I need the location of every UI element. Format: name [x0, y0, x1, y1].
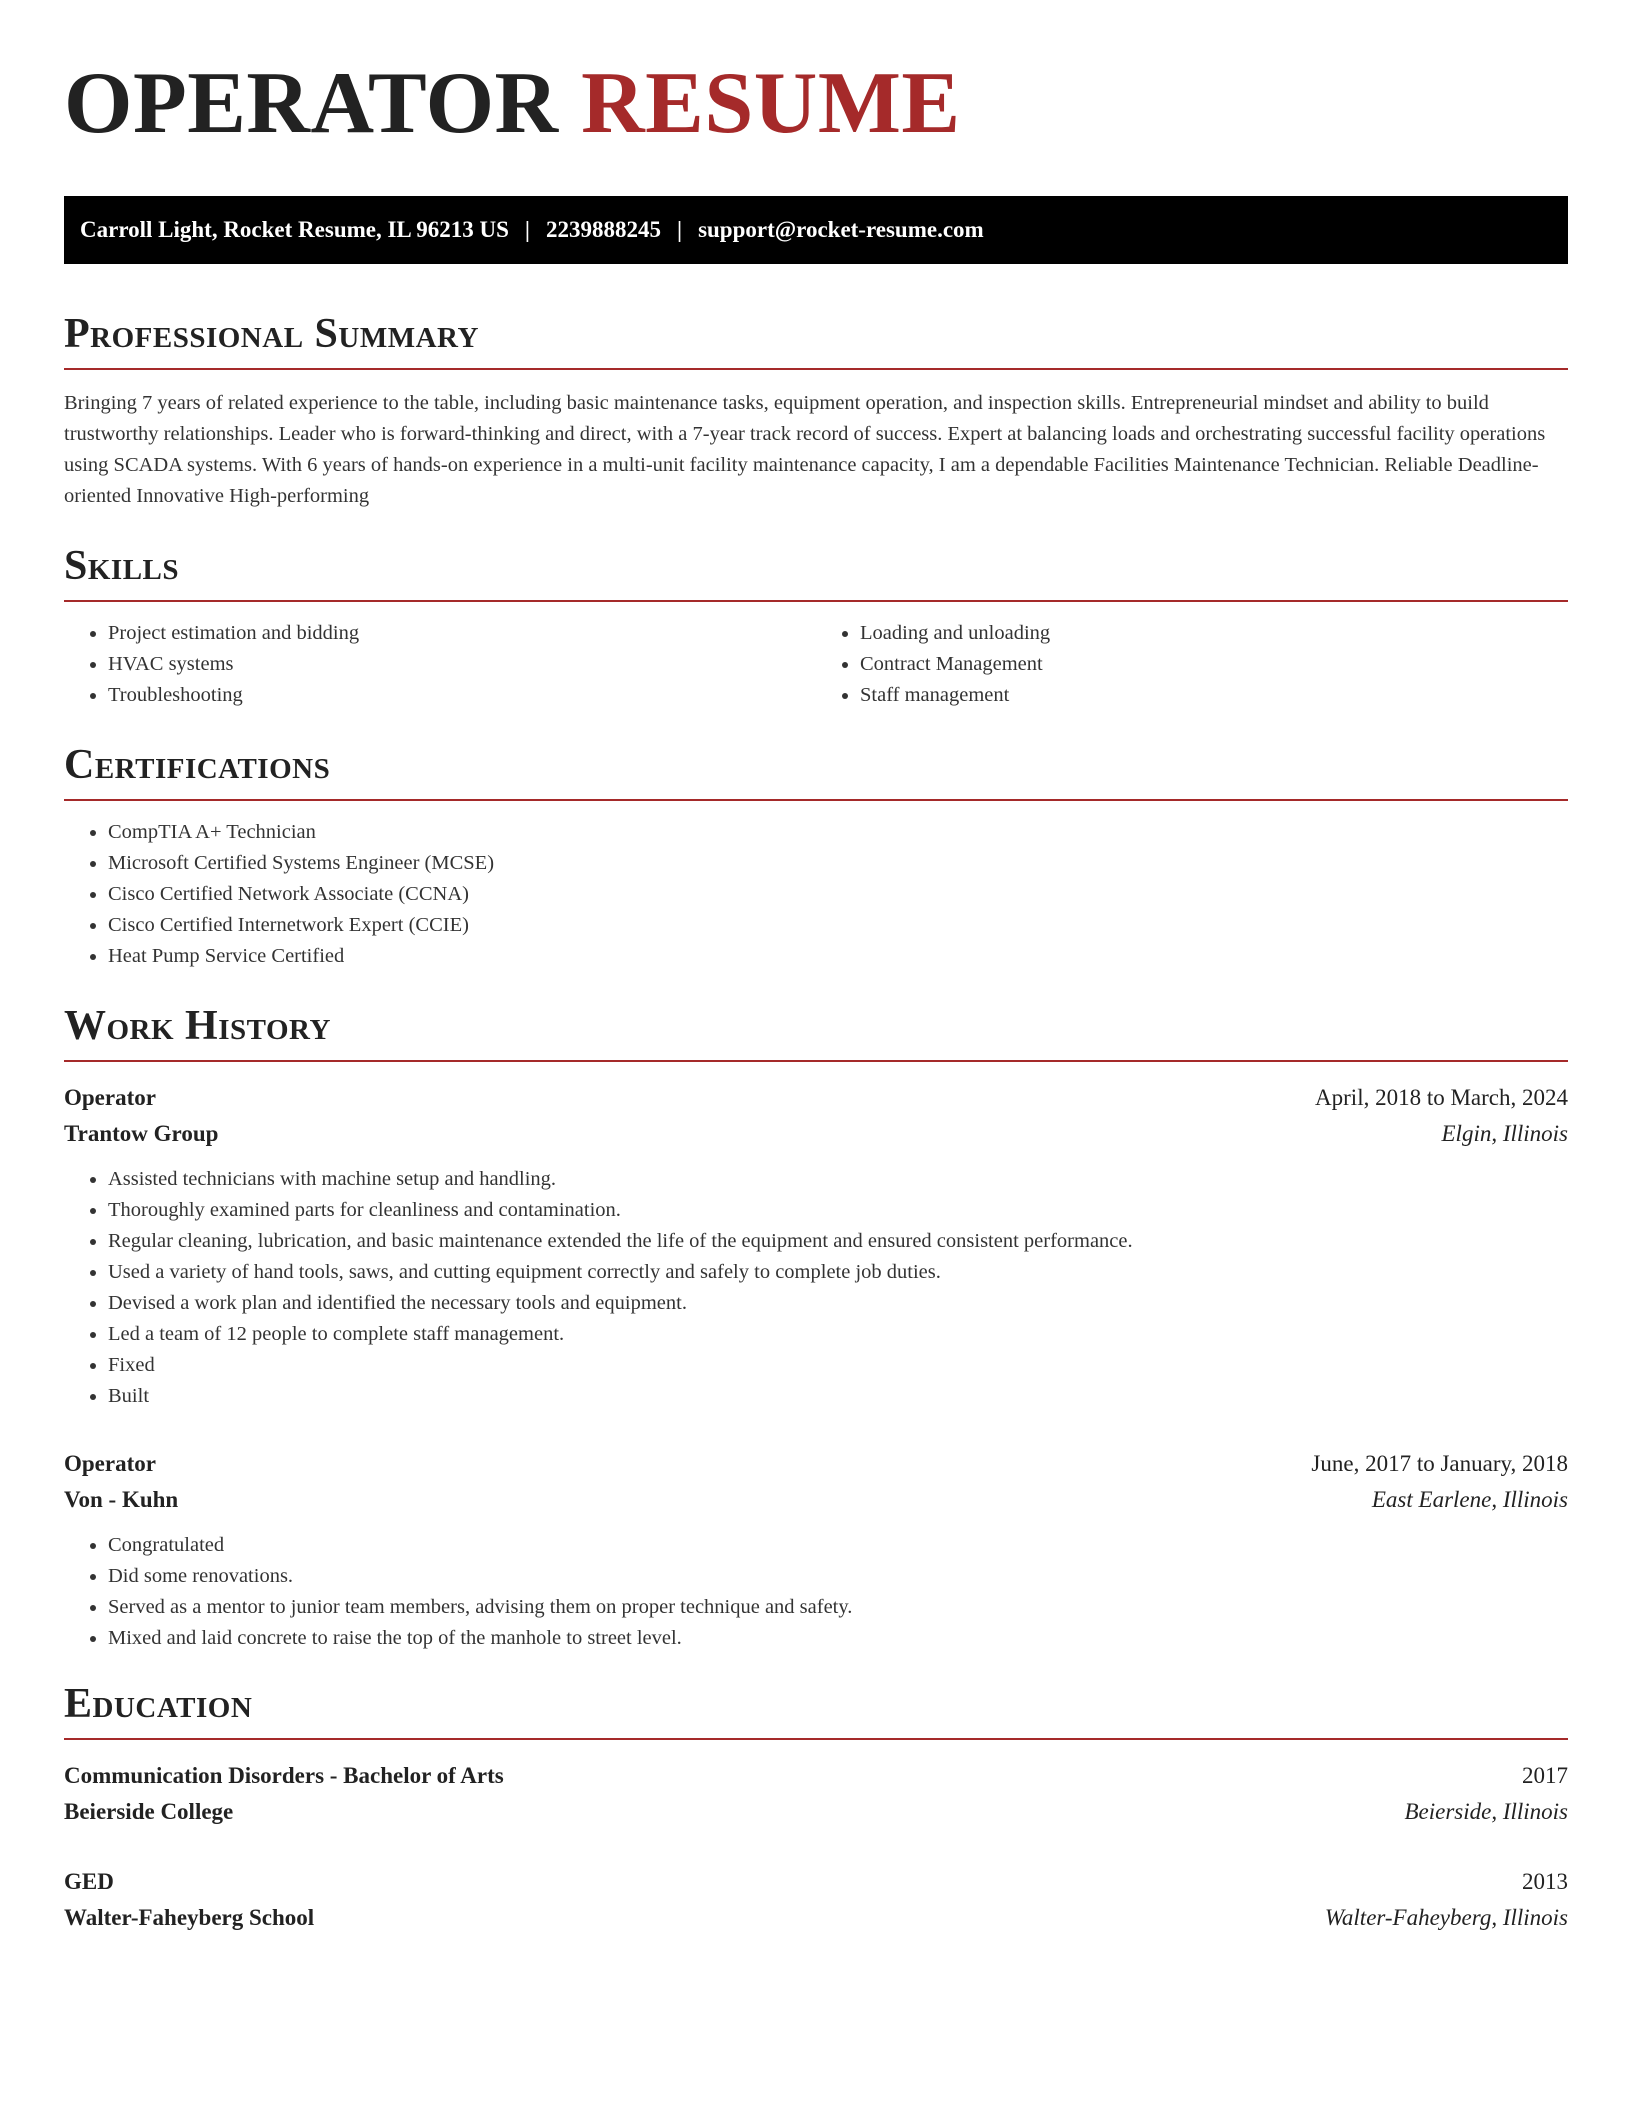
section-heading: Professional Summary: [64, 310, 1568, 370]
skill-item: • Loading and unloading: [860, 618, 1568, 649]
certification-item: • Heat Pump Service Certified: [108, 941, 1568, 972]
professional-summary-section: [64, 310, 1568, 512]
certifications-section: [64, 741, 1568, 972]
skills-list-right: [816, 618, 1568, 711]
skill-item: • HVAC systems: [108, 649, 816, 680]
job-header-row: [64, 1080, 1568, 1116]
education-year: 2013: [1522, 1869, 1568, 1894]
education-school: Walter-Faheyberg School: [64, 1905, 315, 1930]
job-duty: • Thoroughly examined parts for cleanliness and contamination.: [108, 1195, 1568, 1226]
education-degree: Communication Disorders - Bachelor of Arts: [64, 1763, 504, 1788]
job-dates: June, 2017 to January, 2018: [1311, 1451, 1568, 1476]
job-duty: • Regular cleaning, lubrication, and basic maintenance extended the life of the equipment and ensured consistent performance.: [108, 1226, 1568, 1257]
job-duty: • Built: [108, 1381, 1568, 1412]
job-location: Elgin, Illinois: [1441, 1121, 1568, 1146]
job-duty: • Used a variety of hand tools, saws, and cutting equipment correctly and safely to complete job duties.: [108, 1257, 1568, 1288]
job-company: Trantow Group: [64, 1121, 219, 1146]
work-history-section: [64, 1002, 1568, 1654]
education-header-row: [64, 1758, 1568, 1794]
skill-item: • Troubleshooting: [108, 680, 816, 711]
section-heading: Education: [64, 1680, 1568, 1740]
skill-item: • Contract Management: [860, 649, 1568, 680]
education-header-row: [64, 1864, 1568, 1900]
resume-title: [64, 56, 1568, 152]
education-location: Beierside, Illinois: [1404, 1799, 1568, 1824]
job-duty: • Mixed and laid concrete to raise the top of the manhole to street level.: [108, 1623, 1568, 1654]
job-company: Von - Kuhn: [64, 1487, 179, 1512]
job-duty: • Fixed: [108, 1350, 1568, 1381]
contact-address: Carroll Light, Rocket Resume, IL 96213 US: [80, 217, 509, 242]
job-duty: • Served as a mentor to junior team members, advising them on proper technique and safety.: [108, 1592, 1568, 1623]
job-duties-list: [64, 1164, 1568, 1412]
job-dates: April, 2018 to March, 2024: [1315, 1085, 1568, 1110]
skill-item: • Staff management: [860, 680, 1568, 711]
education-entry: [64, 1758, 1568, 1830]
job-company-row: [64, 1116, 1568, 1152]
skills-section: [64, 542, 1568, 711]
section-heading: Certifications: [64, 741, 1568, 801]
contact-phone: 2239888245: [545, 217, 661, 242]
summary-text: Bringing 7 years of related experience to the table, including basic maintenance tasks, equipment operation, and inspection skills. Entrepreneurial mindset and ability to build trustworthy relationships. Leader who is forward-thinking and direct, with a 7-year track record of success. Expert at balancing loads and orchestrating successful facility operations using SCADA systems. With 6 years of hands-on experience in a multi-unit facility maintenance capacity, I am a dependable Facilities Maintenance Technician. Reliable Deadline-oriented Innovative High-performing: [64, 392, 1546, 507]
contact-separator: |: [676, 217, 683, 242]
education-location: Walter-Faheyberg, Illinois: [1324, 1905, 1568, 1930]
education-year: 2017: [1522, 1763, 1568, 1788]
certifications-list: [64, 817, 1568, 972]
job-header-row: [64, 1446, 1568, 1482]
job-company-row: [64, 1482, 1568, 1518]
education-degree: GED: [64, 1869, 114, 1894]
certification-item: • Cisco Certified Network Associate (CCNA): [108, 879, 1568, 910]
job-title: Operator: [64, 1085, 156, 1110]
contact-email: support@rocket-resume.com: [698, 217, 984, 242]
job-duty: • Assisted technicians with machine setup and handling.: [108, 1164, 1568, 1195]
job-duty: • Did some renovations.: [108, 1561, 1568, 1592]
certification-item: • CompTIA A+ Technician: [108, 817, 1568, 848]
education-school: Beierside College: [64, 1799, 234, 1824]
title-main: OPERATOR: [64, 55, 559, 152]
job-duty: • Congratulated: [108, 1530, 1568, 1561]
title-accent: RESUME: [581, 55, 961, 152]
section-heading: Work History: [64, 1002, 1568, 1062]
job-duty: • Devised a work plan and identified the necessary tools and equipment.: [108, 1288, 1568, 1319]
contact-separator: |: [524, 217, 530, 242]
contact-bar: [64, 196, 1568, 264]
skill-item: • Project estimation and bidding: [108, 618, 816, 649]
education-entry: [64, 1864, 1568, 1936]
section-heading: Skills: [64, 542, 1568, 602]
certification-item: • Cisco Certified Internetwork Expert (CCIE): [108, 910, 1568, 941]
job-title: Operator: [64, 1451, 156, 1476]
job-location: East Earlene, Illinois: [1371, 1487, 1568, 1512]
education-school-row: [64, 1900, 1568, 1936]
certification-item: • Microsoft Certified Systems Engineer (MCSE): [108, 848, 1568, 879]
skills-columns: [64, 602, 1568, 711]
job-entry: [64, 1080, 1568, 1412]
job-entry: [64, 1446, 1568, 1654]
education-school-row: [64, 1794, 1568, 1830]
education-section: [64, 1680, 1568, 1936]
job-duty: • Led a team of 12 people to complete staff management.: [108, 1319, 1568, 1350]
job-duties-list: [64, 1530, 1568, 1654]
skills-list-left: [64, 618, 816, 711]
